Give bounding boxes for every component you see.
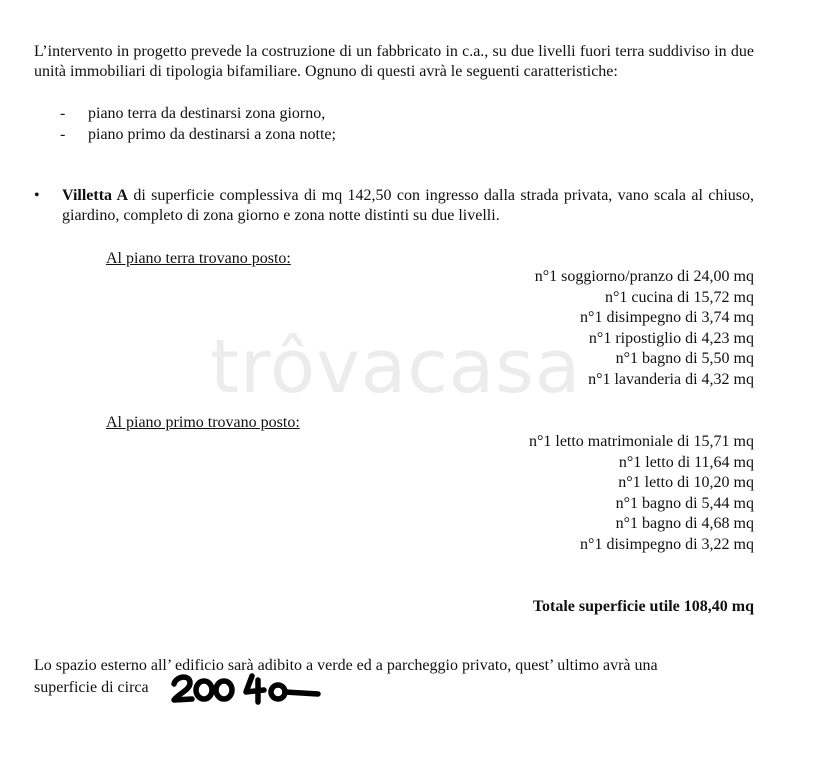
villetta-title: Villetta A bbox=[62, 187, 129, 204]
intro-list-item bbox=[60, 104, 325, 124]
room-item: n°1 bagno di 5,44 mq bbox=[615, 494, 754, 512]
room-item: n°1 letto matrimoniale di 15,71 mq bbox=[528, 433, 754, 450]
footer-line: Lo spazio esterno all’ edificio sarà adibito a verde ed a parcheggio privato, quest’ ultimo avrà una bbox=[34, 657, 658, 674]
first-floor-heading: Al piano primo trovano posto: bbox=[106, 414, 300, 431]
villetta-text: di superficie complessiva di mq 142,50 con ingresso dalla strada privata, vano scala al chiuso, giardino, completo di zona giorno e zona notte distinti su due livelli. bbox=[62, 187, 754, 224]
intro-list-item-text: piano terra da destinarsi zona giorno, bbox=[88, 105, 326, 122]
room-item: n°1 letto di 10,20 mq bbox=[618, 474, 754, 491]
total-surface: Totale superficie utile 108,40 mq bbox=[532, 598, 754, 615]
ground-floor-heading: Al piano terra trovano posto: bbox=[106, 250, 291, 267]
room-item: n°1 bagno di 5,50 mq bbox=[615, 350, 754, 367]
room-item: n°1 lavanderia di 4,32 mq bbox=[588, 370, 754, 388]
room-item: n°1 disimpegno di 3,22 mq bbox=[580, 535, 754, 553]
room-item: n°1 cucina di 15,72 mq bbox=[604, 288, 754, 306]
first-floor-rooms bbox=[529, 432, 754, 555]
watermark-logo: trôvacasa bbox=[210, 324, 582, 410]
ground-floor-rooms bbox=[535, 267, 754, 390]
room-item: n°1 ripostiglio di 4,23 mq bbox=[588, 329, 754, 347]
intro-paragraph: L’intervento in progetto prevede la costruzione di un fabbricato in c.a., su due livelli fuori terra suddiviso in due unità immobiliari di tipologia bifamiliare. Ognuno di questi avrà le seguenti caratteristiche: bbox=[34, 43, 754, 80]
handwritten-annotation bbox=[168, 670, 328, 706]
room-item: n°1 soggiorno/pranzo di 24,00 mq bbox=[534, 268, 754, 285]
villetta-description bbox=[62, 186, 754, 226]
intro-list-item-text: piano primo da destinarsi a zona notte; bbox=[88, 126, 336, 143]
room-item: n°1 disimpegno di 3,74 mq bbox=[580, 309, 754, 326]
footer-line-2: superficie di circa bbox=[34, 679, 149, 696]
bullet-icon: • bbox=[34, 187, 40, 204]
room-item: n°1 bagno di 4,68 mq bbox=[615, 515, 754, 532]
room-item: n°1 letto di 11,64 mq bbox=[618, 453, 754, 471]
dash-marker: - bbox=[60, 126, 66, 143]
intro-list-item bbox=[60, 125, 336, 145]
dash-marker: - bbox=[60, 105, 66, 122]
